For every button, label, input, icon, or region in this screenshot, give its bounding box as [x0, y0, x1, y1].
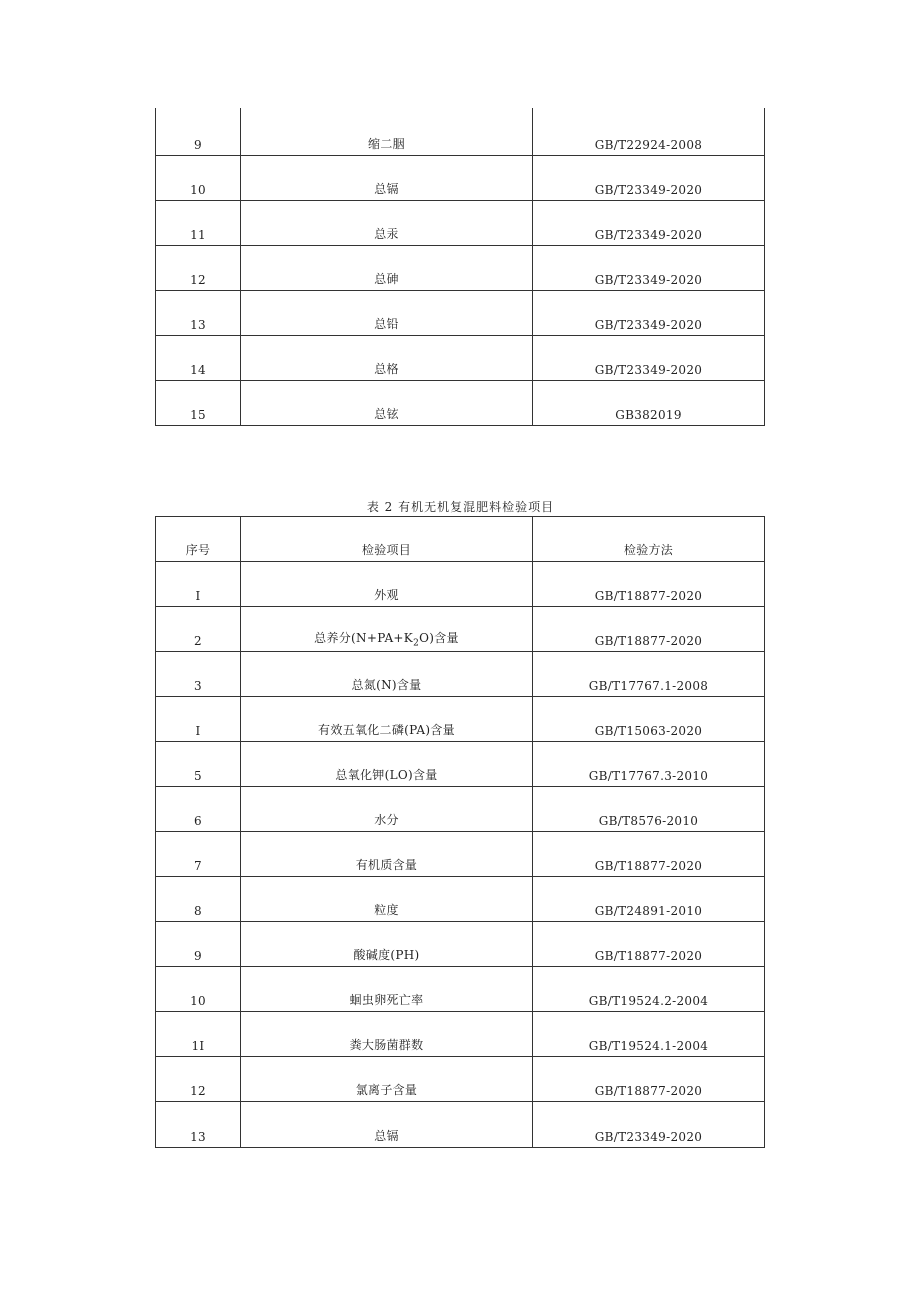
- table-caption: 表 2 有机无机复混肥料检验项目: [366, 500, 555, 514]
- row-number: 15: [156, 380, 241, 425]
- test-item: 有效五氧化二磷(PA)含量: [241, 697, 533, 742]
- test-method: GB/T23349-2020: [533, 335, 765, 380]
- test-item: 总铅: [241, 290, 533, 335]
- test-method: GB/T19524.1-2004: [533, 1012, 765, 1057]
- test-item: 总砷: [241, 245, 533, 290]
- row-number: 3: [156, 652, 241, 697]
- row-number: 6: [156, 787, 241, 832]
- row-number: 10: [156, 155, 241, 200]
- table-row: [156, 290, 765, 335]
- row-number: 8: [156, 877, 241, 922]
- test-method: GB/T18877-2020: [533, 607, 765, 652]
- table-row: [156, 562, 765, 607]
- table-row: [156, 380, 765, 425]
- test-method: GB/T22924-2008: [533, 108, 765, 155]
- table-row: [156, 200, 765, 245]
- row-number: 9: [156, 922, 241, 967]
- header-item: 检验项目: [241, 517, 533, 562]
- header-method: 检验方法: [533, 517, 765, 562]
- test-method: GB/T15063-2020: [533, 697, 765, 742]
- test-item: 缩二胭: [241, 108, 533, 155]
- table-row: [156, 1012, 765, 1057]
- row-number: 9: [156, 108, 241, 155]
- row-number: 14: [156, 335, 241, 380]
- heavy-metal-test-table: [155, 108, 765, 426]
- test-method: GB/T18877-2020: [533, 922, 765, 967]
- test-item-text: O)含量: [419, 630, 459, 645]
- test-item: 总镉: [241, 155, 533, 200]
- subscript: 2: [413, 638, 420, 648]
- table-row: [156, 1057, 765, 1102]
- test-item: 总氮(N)含量: [241, 652, 533, 697]
- row-number: I: [156, 562, 241, 607]
- table-row: [156, 607, 765, 652]
- test-method: GB/T18877-2020: [533, 1057, 765, 1102]
- row-number: 12: [156, 245, 241, 290]
- test-item: 氯离子含量: [241, 1057, 533, 1102]
- compound-fertilizer-test-table: [155, 516, 765, 1148]
- test-item: 外观: [241, 562, 533, 607]
- test-method: GB/T17767.1-2008: [533, 652, 765, 697]
- test-item: 蛔虫卵死亡率: [241, 967, 533, 1012]
- test-method: GB/T23349-2020: [533, 245, 765, 290]
- row-number: 13: [156, 1102, 241, 1148]
- table-row: [156, 787, 765, 832]
- table-row: [156, 877, 765, 922]
- test-method: GB/T18877-2020: [533, 832, 765, 877]
- row-number: 2: [156, 607, 241, 652]
- row-number: I: [156, 697, 241, 742]
- test-item: 总铉: [241, 380, 533, 425]
- test-item: 水分: [241, 787, 533, 832]
- row-number: 1I: [156, 1012, 241, 1057]
- table-row: [156, 832, 765, 877]
- test-item: 总汞: [241, 200, 533, 245]
- test-item: 有机质含量: [241, 832, 533, 877]
- test-method: GB/T8576-2010: [533, 787, 765, 832]
- test-method: GB/T17767.3-2010: [533, 742, 765, 787]
- table-row: [156, 335, 765, 380]
- table-row: [156, 967, 765, 1012]
- test-item: 粒度: [241, 877, 533, 922]
- test-method: GB/T23349-2020: [533, 1102, 765, 1148]
- test-item: 粪大肠菌群数: [241, 1012, 533, 1057]
- row-number: 7: [156, 832, 241, 877]
- row-number: 13: [156, 290, 241, 335]
- test-method: GB/T24891-2010: [533, 877, 765, 922]
- test-item: 总氧化钾(LO)含量: [241, 742, 533, 787]
- table-row: [156, 155, 765, 200]
- row-number: 10: [156, 967, 241, 1012]
- test-method: GB/T23349-2020: [533, 290, 765, 335]
- test-item: 总镉: [241, 1102, 533, 1148]
- row-number: 11: [156, 200, 241, 245]
- test-method: GB/T23349-2020: [533, 200, 765, 245]
- table-header-row: [156, 517, 765, 562]
- row-number: 5: [156, 742, 241, 787]
- test-item: [241, 607, 533, 652]
- test-item-text: 总养分(N+PA+K: [314, 630, 414, 645]
- table-row: [156, 108, 765, 155]
- table-row: [156, 652, 765, 697]
- test-method: GB/T23349-2020: [533, 155, 765, 200]
- test-method: GB/T19524.2-2004: [533, 967, 765, 1012]
- table-row: [156, 697, 765, 742]
- table-row: [156, 1102, 765, 1148]
- table-row: [156, 742, 765, 787]
- table-row: [156, 922, 765, 967]
- table-row: [156, 245, 765, 290]
- header-number: 序号: [156, 517, 241, 562]
- test-method: GB382019: [533, 380, 765, 425]
- row-number: 12: [156, 1057, 241, 1102]
- test-method: GB/T18877-2020: [533, 562, 765, 607]
- test-item: 酸碱度(PH): [241, 922, 533, 967]
- test-item: 总格: [241, 335, 533, 380]
